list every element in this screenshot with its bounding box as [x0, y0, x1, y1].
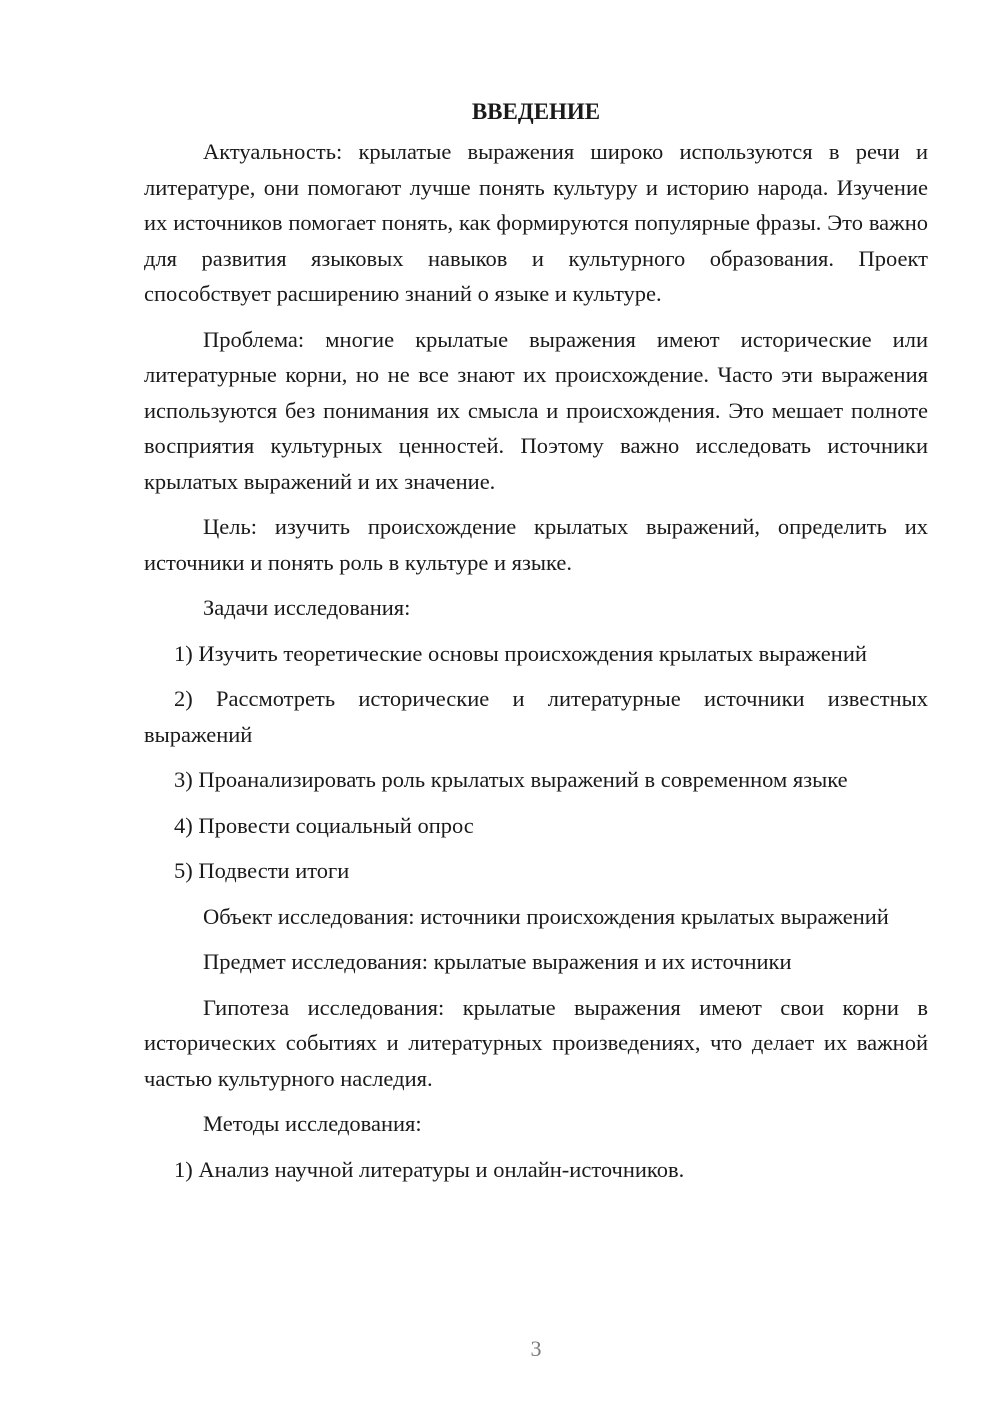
- problem-paragraph: Проблема: многие крылатые выражения имеют исторические или литературные корни, но не все знают их происхождение. Часто эти выражения используются без понимания их смысла и происхождения. Это мешает полноте восприятия культурных ценностей. Поэтому важно исследовать источники крылатых выражений и их значение.: [144, 326, 928, 494]
- method-item: 1) Анализ научной литературы и онлайн-источников.: [174, 1156, 685, 1182]
- object-paragraph: Объект исследования: источники происхождения крылатых выражений: [203, 903, 889, 929]
- relevance-paragraph: Актуальность: крылатые выражения широко используются в речи и литературе, они помогают лучше понять культуру и историю народа. Изучение их источников помогает понять, как формируются популярные фразы. Это важно для развития языковых навыков и культурного образования. Проект способствует расширению знаний о языке и культуре.: [144, 139, 928, 306]
- document-page: [144, 96, 928, 1197]
- page-title: ВВЕДЕНИЕ: [471, 99, 601, 124]
- task-item: 1) Изучить теоретические основы происхождения крылатых выражений: [174, 640, 867, 666]
- goal-paragraph: Цель: изучить происхождение крылатых выражений, определить их источники и понять роль в культуре и языке.: [144, 514, 928, 575]
- subject-paragraph: Предмет исследования: крылатые выражения и их источники: [203, 949, 792, 974]
- task-item: 5) Подвести итоги: [174, 858, 350, 883]
- task-item: 4) Провести социальный опрос: [174, 812, 474, 838]
- hypothesis-paragraph: Гипотеза исследования: крылатые выражения имеют свои корни в исторических событиях и литературных произведениях, что делает их важной частью культурного наследия.: [144, 994, 928, 1091]
- tasks-heading: Задачи исследования:: [203, 595, 411, 620]
- page-number: 3: [530, 1336, 542, 1361]
- methods-heading: Методы исследования:: [203, 1111, 422, 1136]
- task-item: 3) Проанализировать роль крылатых выражений в современном языке: [174, 767, 848, 792]
- task-item: 2) Рассмотреть исторические и литературные источники известных выражений: [144, 686, 928, 747]
